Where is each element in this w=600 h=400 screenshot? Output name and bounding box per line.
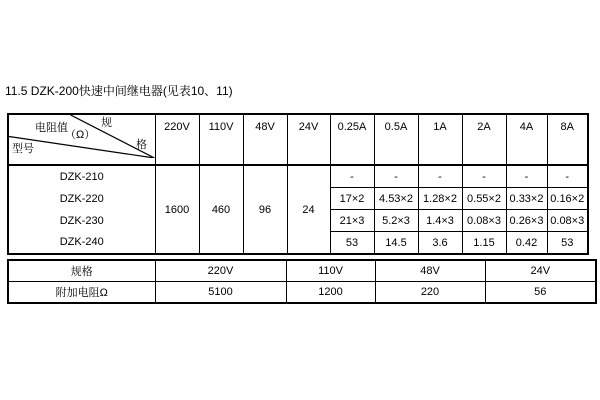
value-cell: 17×2 <box>330 188 374 210</box>
voltage-resistance-cell: 24 <box>287 165 330 254</box>
model-cell: DZK-230 <box>8 210 155 232</box>
value-cell: 0.08×3 <box>462 210 506 232</box>
value-cell: - <box>506 165 547 188</box>
model-cell: DZK-220 <box>8 188 155 210</box>
value-cell: 0.26×3 <box>506 210 547 232</box>
diagonal-header-cell <box>8 114 155 165</box>
value-cell: 5.2×3 <box>374 210 418 232</box>
value-cell: 0.33×2 <box>506 188 547 210</box>
diagonal-header-content <box>9 115 155 158</box>
spec-header-cell: 220V <box>155 260 286 282</box>
corner-resistance-label: 电阻值 <box>35 122 68 134</box>
spec-header-cell: 24V <box>485 260 596 282</box>
value-cell: - <box>547 165 588 188</box>
column-header: 2A <box>462 114 506 165</box>
spec-value-cell: 56 <box>485 282 596 304</box>
corner-resistance-unit: （Ω） <box>65 129 96 141</box>
value-cell: 1.4×3 <box>418 210 462 232</box>
column-header: 24V <box>287 114 330 165</box>
table-row <box>8 165 588 188</box>
value-cell: - <box>418 165 462 188</box>
additional-resistance-table <box>7 259 597 304</box>
value-cell: - <box>462 165 506 188</box>
column-header: 8A <box>547 114 588 165</box>
corner-spec-bottom-label: 格 <box>136 139 147 151</box>
value-cell: 53 <box>330 232 374 255</box>
spec-label-cell: 规格 <box>8 260 155 282</box>
value-cell: 53 <box>547 232 588 255</box>
voltage-resistance-cell: 1600 <box>155 165 199 254</box>
corner-model-label: 型号 <box>12 143 34 155</box>
model-cell: DZK-210 <box>8 165 155 188</box>
column-header: 110V <box>199 114 243 165</box>
spec-value-row <box>8 282 596 304</box>
value-cell: 0.42 <box>506 232 547 255</box>
value-cell: 1.15 <box>462 232 506 255</box>
column-header: 0.5A <box>374 114 418 165</box>
value-cell: 1.28×2 <box>418 188 462 210</box>
column-header: 0.25A <box>330 114 374 165</box>
corner-spec-top-label: 规 <box>101 117 112 129</box>
value-cell: 4.53×2 <box>374 188 418 210</box>
resistance-table <box>7 113 589 255</box>
header-row <box>8 114 588 165</box>
voltage-resistance-cell: 460 <box>199 165 243 254</box>
spec-header-cell: 110V <box>286 260 375 282</box>
model-cell: DZK-240 <box>8 232 155 255</box>
column-header: 4A <box>506 114 547 165</box>
value-cell: 3.6 <box>418 232 462 255</box>
spec-value-cell: 1200 <box>286 282 375 304</box>
column-header: 220V <box>155 114 199 165</box>
spec-label-cell: 附加电阻Ω <box>8 282 155 304</box>
column-header: 48V <box>243 114 287 165</box>
value-cell: 21×3 <box>330 210 374 232</box>
voltage-resistance-cell: 96 <box>243 165 287 254</box>
spec-value-cell: 220 <box>375 282 485 304</box>
value-cell: - <box>374 165 418 188</box>
value-cell: - <box>330 165 374 188</box>
spec-header-cell: 48V <box>375 260 485 282</box>
value-cell: 0.08×3 <box>547 210 588 232</box>
column-header: 1A <box>418 114 462 165</box>
spec-header-row <box>8 260 596 282</box>
value-cell: 14.5 <box>374 232 418 255</box>
value-cell: 0.16×2 <box>547 188 588 210</box>
section-title: 11.5 DZK-200快速中间继电器(见表10、11) <box>5 84 233 98</box>
spec-value-cell: 5100 <box>155 282 286 304</box>
value-cell: 0.55×2 <box>462 188 506 210</box>
